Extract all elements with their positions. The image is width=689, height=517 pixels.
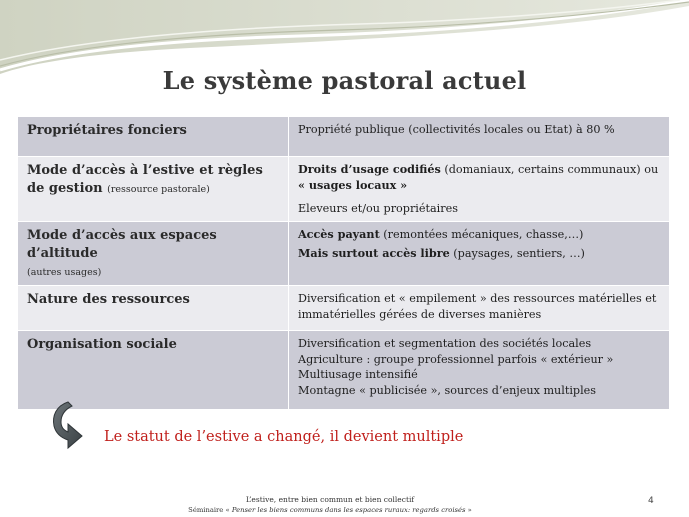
table-row (18, 331, 670, 410)
table-row (18, 222, 670, 286)
footer-title: L’estive, entre bien commun et bien collectif (245, 495, 415, 504)
table-row (18, 157, 670, 222)
conclusion-text: Le statut de l’estive a changé, il devient multiple (104, 429, 464, 445)
row-label-note: (autres usages) (27, 267, 102, 278)
curved-arrow-icon (46, 398, 96, 452)
slide-title: Le système pastoral actuel (162, 66, 527, 95)
row-label: Propriétaires fonciers (18, 117, 289, 157)
row-label: Mode d’accès aux espaces d’altitude (autres usages) (18, 222, 289, 286)
page-number: 4 (648, 496, 654, 506)
row-label: Mode d’accès à l’estive et règles de gestion (ressource pastorale) (18, 157, 289, 222)
footer-seminar: Séminaire « Penser les biens communs dans les espaces ruraux: regards croisés » (188, 506, 472, 514)
row-content: Accès payant (remontées mécaniques, chasse,…) Mais surtout accès libre (paysages, sentiers, …) (289, 222, 670, 286)
table-row (18, 286, 670, 331)
row-content: Diversification et segmentation des sociétés locales Agriculture : groupe professionnel parfois « extérieur » Multiusage intensifié Montagne « publicisée », sources d’enjeux multiples (289, 331, 670, 410)
pastoral-system-table (18, 117, 670, 410)
row-label-note: (ressource pastorale) (107, 184, 210, 195)
row-content: Droits d’usage codifiés (domaniaux, certains communaux) ou « usages locaux » Eleveurs et/ou propriétaires (289, 157, 670, 222)
table-row (18, 117, 670, 157)
footer (150, 495, 510, 515)
row-content: Diversification et « empilement » des ressources matérielles et immatérielles gérées de diverses manières (289, 286, 670, 331)
row-label: Organisation sociale (18, 331, 289, 410)
row-label: Nature des ressources (18, 286, 289, 331)
row-content: Propriété publique (collectivités locales ou Etat) à 80 % (289, 117, 670, 157)
